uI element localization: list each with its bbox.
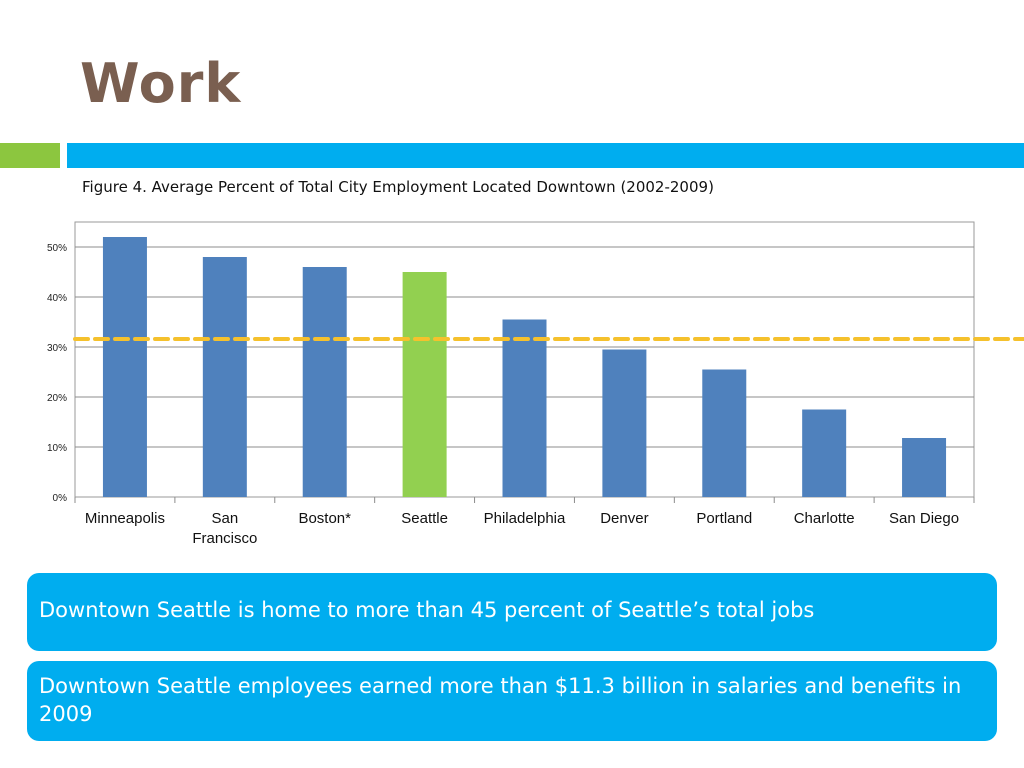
x-category-label: Francisco bbox=[192, 530, 258, 547]
x-category-label: Boston* bbox=[298, 510, 351, 527]
callout-text-salaries: Downtown Seattle employees earned more than $11.3 billion in salaries and benefits in 2009 bbox=[39, 674, 962, 726]
bar-san-diego bbox=[902, 438, 946, 497]
figure-caption: Figure 4. Average Percent of Total City Employment Located Downtown (2002-2009) bbox=[82, 178, 714, 196]
bar-chart bbox=[0, 210, 1024, 555]
y-tick-label: 0% bbox=[52, 493, 67, 504]
bar-boston bbox=[303, 267, 347, 497]
slide-title: Work bbox=[80, 52, 242, 115]
bar-philadelphia bbox=[503, 320, 547, 498]
x-category-label: Charlotte bbox=[793, 510, 855, 527]
bar-minneapolis bbox=[103, 237, 147, 497]
y-tick-label: 40% bbox=[46, 293, 67, 304]
accent-band-blue bbox=[67, 143, 1024, 168]
x-category-label: Portland bbox=[696, 510, 753, 527]
x-category-label: San Diego bbox=[889, 510, 960, 527]
callout-box-jobs bbox=[27, 573, 997, 651]
y-tick-label: 50% bbox=[46, 243, 67, 254]
x-category-label: Philadelphia bbox=[483, 510, 566, 527]
callout-box-salaries bbox=[27, 661, 997, 741]
y-tick-label: 30% bbox=[46, 343, 67, 354]
x-category-label: Denver bbox=[600, 510, 649, 527]
bar-charlotte bbox=[802, 410, 846, 498]
x-category-label: Seattle bbox=[401, 510, 448, 527]
bar-seattle bbox=[403, 272, 447, 497]
bar-san-francisco bbox=[203, 257, 247, 497]
bar-denver bbox=[602, 350, 646, 498]
x-category-label: Minneapolis bbox=[84, 510, 165, 527]
accent-band-green bbox=[0, 143, 60, 168]
x-category-label: San bbox=[211, 510, 239, 527]
callout-text-jobs: Downtown Seattle is home to more than 45 percent of Seattle’s total jobs bbox=[39, 598, 815, 622]
y-tick-label: 20% bbox=[46, 393, 67, 404]
bar-portland bbox=[702, 370, 746, 498]
y-tick-label: 10% bbox=[46, 443, 67, 454]
